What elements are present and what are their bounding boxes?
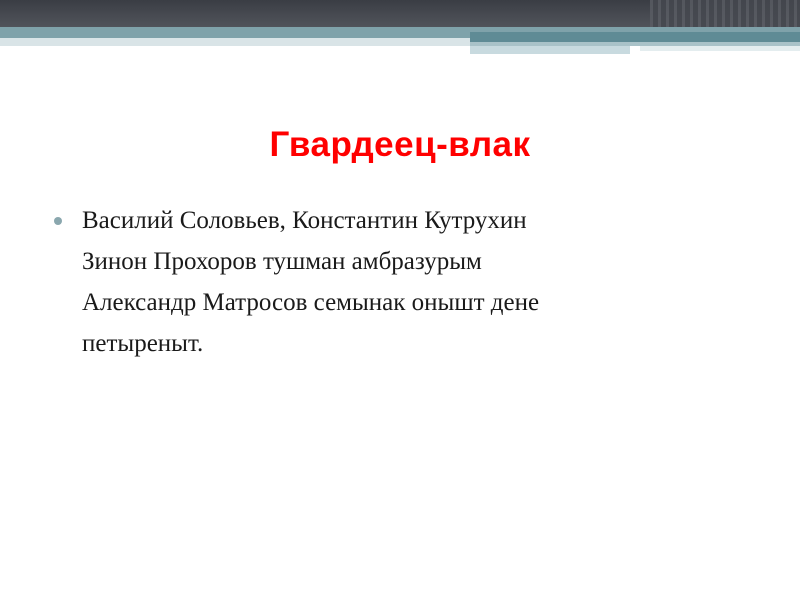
bullet-line: Александр Матросов семынак онышт дене <box>82 289 540 316</box>
header-stripes <box>650 0 800 27</box>
slide-content <box>54 200 754 364</box>
bullet-line: петыреныт. <box>82 330 204 357</box>
header-light-band <box>0 38 470 46</box>
header-accent-band-2 <box>640 46 800 51</box>
bullet-dot-icon <box>54 217 62 225</box>
bullet-line: Василий Соловьев, Константин Кутрухин <box>82 207 527 234</box>
bullet-line: Зинон Прохоров тушман амбразурым <box>82 248 482 275</box>
header-accent-band <box>470 46 630 54</box>
header-decoration <box>0 0 800 56</box>
header-teal-dark-band <box>470 32 800 42</box>
slide-title: Гвардеец-влак <box>269 125 531 164</box>
bullet-item <box>54 200 754 364</box>
